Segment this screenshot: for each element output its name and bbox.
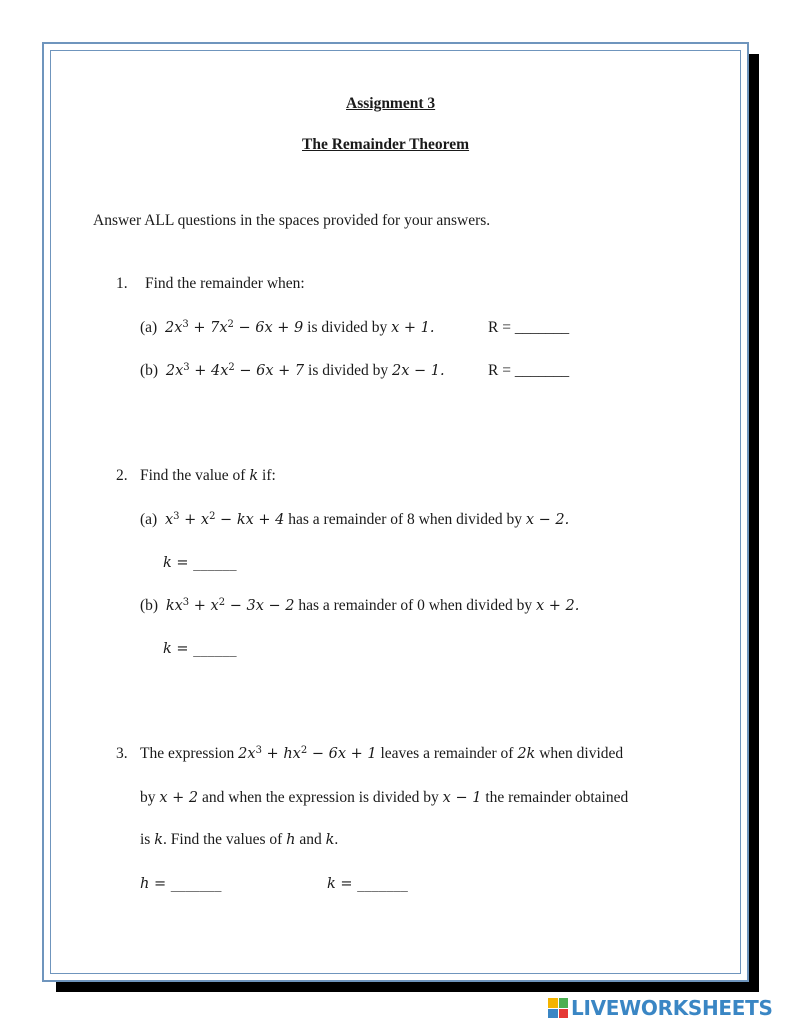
assignment-title: Assignment 3 xyxy=(346,95,436,112)
question-2a-label: (a) xyxy=(140,511,158,528)
question-1b-divisor: 2x − 1. xyxy=(392,363,445,379)
question-1a xyxy=(140,318,435,338)
question-1b xyxy=(140,361,445,381)
question-2b-answer[interactable]: k = ______ xyxy=(163,641,237,657)
question-3-line-1: The expression $2x^3 + hx^2 - 6x + 1$ leaves a remainder of 2k when divided xyxy=(140,745,624,762)
liveworksheets-logo-icon xyxy=(548,998,568,1018)
instructions: Answer ALL questions in the spaces provided for your answers. xyxy=(93,212,491,229)
question-2a-answer[interactable]: k = ______ xyxy=(163,555,237,571)
question-2b-divisor: x + 2. xyxy=(535,598,580,614)
variable-k: k xyxy=(249,468,259,484)
question-1b-expression: $2x^3 + 4x^2 - 6x + 7$ xyxy=(165,362,305,379)
question-1a-expression: $2x^3 + 7x^2 - 6x + 9$ xyxy=(164,319,304,336)
question-1b-label: (b) xyxy=(140,362,159,379)
question-2b-label: (b) xyxy=(140,597,159,614)
question-1a-text: is divided by xyxy=(303,319,392,336)
question-1-prompt: Find the remainder when: xyxy=(145,275,305,292)
question-3-line-3: is k. Find the values of h and k. xyxy=(140,831,339,848)
question-2-number: 2. xyxy=(116,467,128,484)
question-2a-text: has a remainder of 8 when divided by xyxy=(284,511,526,528)
question-3-number: 3. xyxy=(116,745,128,762)
question-2b xyxy=(140,596,579,616)
topic-title: The Remainder Theorem xyxy=(302,136,470,153)
question-2a-expression: $x^3 + x^2$ − kx + 4 xyxy=(164,511,285,528)
question-1a-label: (a) xyxy=(140,319,158,336)
question-1b-answer[interactable]: R = _______ xyxy=(488,362,570,379)
question-2b-expression: $kx^3 + x^2 - 3x - 2$ xyxy=(165,597,295,614)
question-2b-text: has a remainder of 0 when divided by xyxy=(294,597,536,614)
liveworksheets-logo[interactable] xyxy=(548,994,773,1022)
question-1-number: 1. xyxy=(116,275,128,292)
question-3-expression: $2x^3 + hx^2 - 6x + 1$ xyxy=(238,745,377,762)
question-1a-answer[interactable]: R = _______ xyxy=(488,319,570,336)
question-2a-divisor: x − 2. xyxy=(525,512,570,528)
logo-text: LIVEWORKSHEETS xyxy=(571,996,773,1020)
question-3-answer-k[interactable]: k = _______ xyxy=(327,876,408,892)
question-2a xyxy=(140,510,569,530)
question-2-prompt: Find the value of k if: xyxy=(140,467,276,484)
question-1a-divisor: x + 1. xyxy=(391,320,435,336)
question-1b-text: is divided by xyxy=(304,362,392,379)
question-3-line-2: by x + 2 and when the expression is divided by x − 1 the remainder obtained xyxy=(140,789,629,806)
question-3-answer-h[interactable]: h = _______ xyxy=(140,876,222,892)
